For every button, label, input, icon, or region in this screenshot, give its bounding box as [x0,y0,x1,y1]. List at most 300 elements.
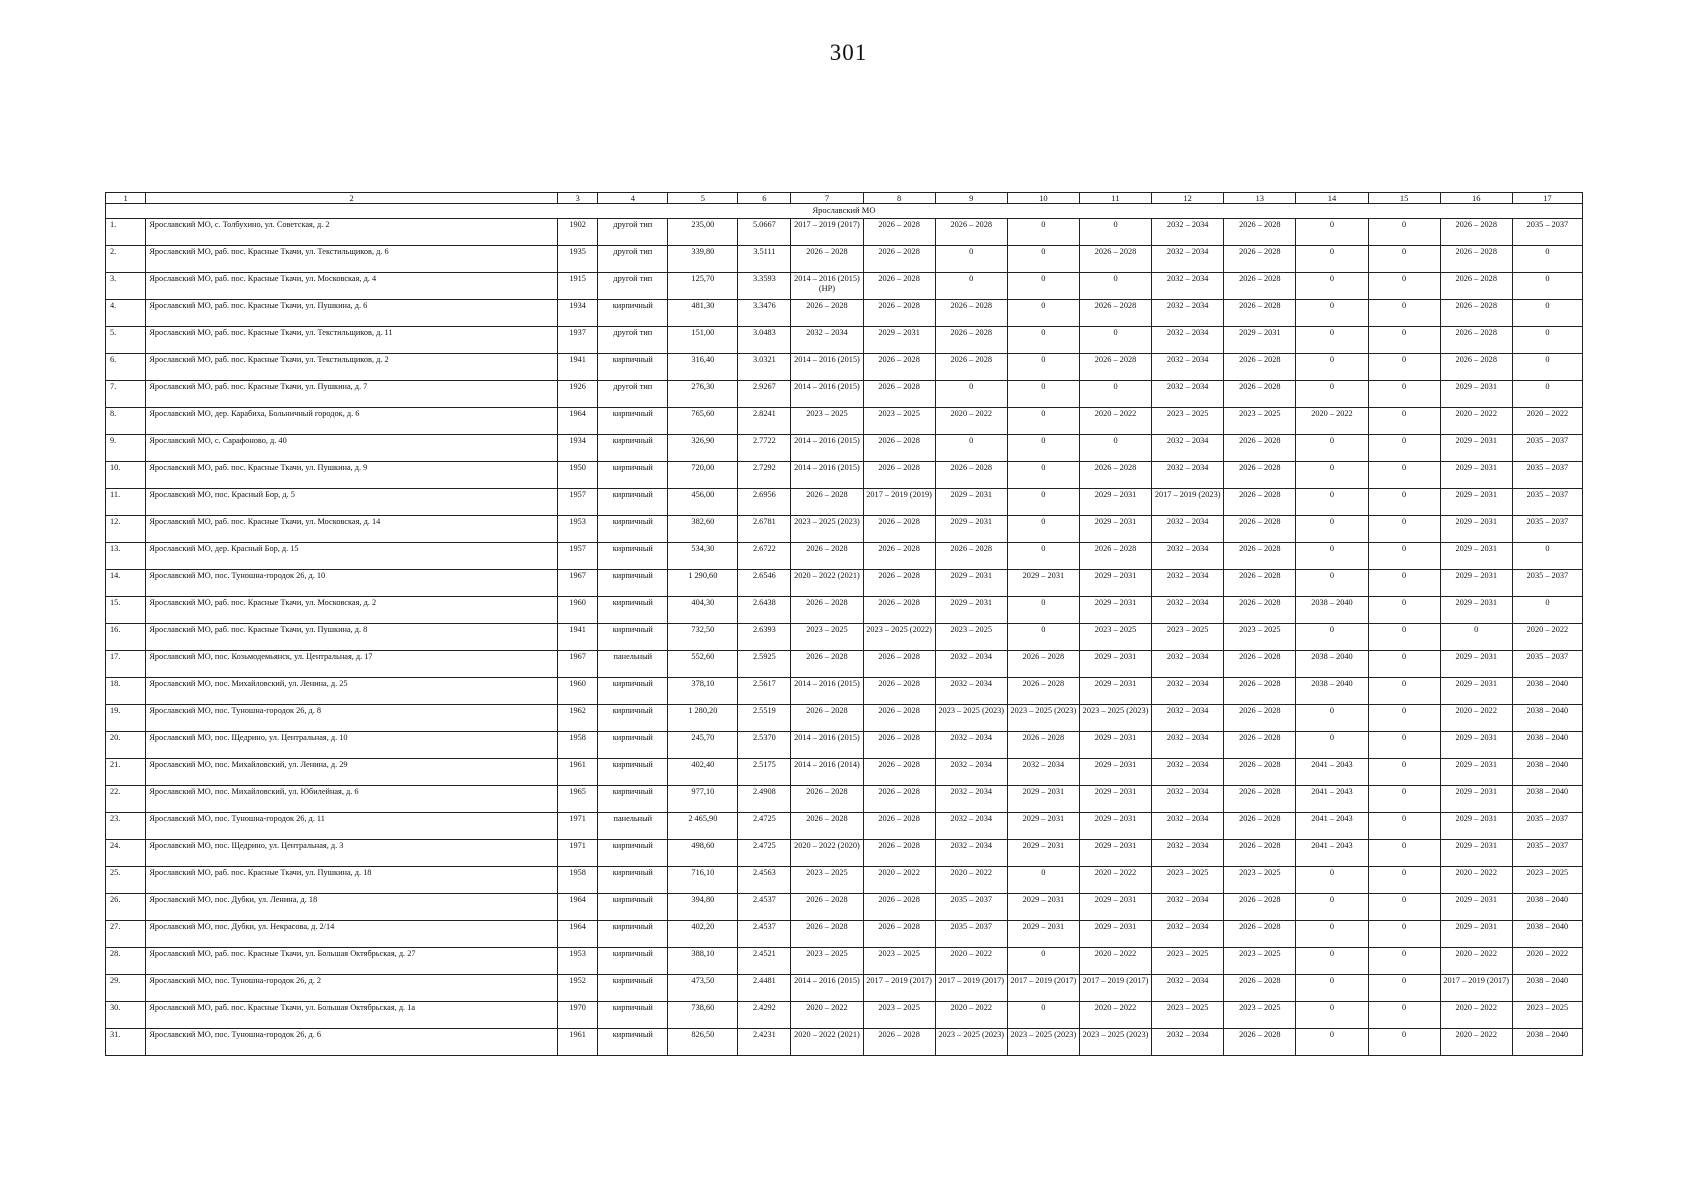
table-cell: 5.0667 [738,219,791,246]
table-cell: 2.4725 [738,813,791,840]
table-row [106,354,1583,381]
table-cell: другой тип [598,273,668,300]
table-cell: 2026 – 2028 [791,705,863,732]
table-cell: 2026 – 2028 [1224,921,1296,948]
table-cell: 2020 – 2022 [1440,948,1512,975]
table-cell: 2.5617 [738,678,791,705]
table-row [106,840,1583,867]
table-cell: 1960 [558,678,598,705]
row-number-cell: 24. [106,840,146,867]
table-cell: 2020 – 2022 (2021) [791,1029,863,1056]
table-cell: 0 [1512,246,1582,273]
table-cell: 2029 – 2031 [863,327,935,354]
address-cell: Ярославский МО, раб. пос. Красные Ткачи, ул. Пушкина, д. 8 [146,624,558,651]
table-cell: 394,80 [668,894,738,921]
row-number-cell: 23. [106,813,146,840]
table-row [106,543,1583,570]
table-cell: 2026 – 2028 [1224,381,1296,408]
table-cell: 2026 – 2028 [1224,462,1296,489]
table-cell: 0 [935,246,1007,273]
table-cell: 2026 – 2028 [1224,840,1296,867]
table-cell: 2026 – 2028 [1224,894,1296,921]
table-cell: 2023 – 2025 [1224,1002,1296,1029]
table-cell: 2023 – 2025 [1152,624,1224,651]
table-cell: 2026 – 2028 [1224,543,1296,570]
table-cell: 245,70 [668,732,738,759]
table-cell: 0 [1368,327,1440,354]
address-cell: Ярославский МО, раб. пос. Красные Ткачи, ул. Большая Октябрьская, д. 27 [146,948,558,975]
table-cell: 2035 – 2037 [1512,435,1582,462]
table-cell: 2029 – 2031 [1079,786,1151,813]
table-cell: 2026 – 2028 [935,543,1007,570]
row-number-cell: 8. [106,408,146,435]
table-cell: 0 [1368,921,1440,948]
table-cell: 2017 – 2019 (2017) [935,975,1007,1002]
table-cell: 1934 [558,300,598,327]
address-cell: Ярославский МО, с. Толбухино, ул. Советская, д. 2 [146,219,558,246]
table-cell: 2029 – 2031 [1440,381,1512,408]
table-cell: 0 [1007,489,1079,516]
repair-schedule-table-wrapper [105,192,1583,1056]
table-cell: 0 [1007,948,1079,975]
table-cell: кирпичный [598,975,668,1002]
table-cell: 0 [1007,1002,1079,1029]
table-cell: 2026 – 2028 [791,921,863,948]
table-cell: 0 [1007,624,1079,651]
table-cell: 378,10 [668,678,738,705]
table-cell: 2026 – 2028 [863,246,935,273]
table-cell: 2038 – 2040 [1512,975,1582,1002]
table-row [106,678,1583,705]
table-cell: 2014 – 2016 (2015) [791,354,863,381]
table-cell: панельный [598,813,668,840]
table-cell: 2023 – 2025 (2023) [791,516,863,543]
table-cell: 0 [935,435,1007,462]
table-cell: 2026 – 2028 [863,381,935,408]
table-cell: кирпичный [598,570,668,597]
table-row [106,1002,1583,1029]
table-cell: 2038 – 2040 [1296,651,1368,678]
table-cell: 2.4537 [738,921,791,948]
table-cell: 0 [1296,867,1368,894]
table-row [106,381,1583,408]
column-number-cell: 12 [1152,193,1224,204]
address-cell: Ярославский МО, раб. пос. Красные Ткачи, ул. Пушкина, д. 18 [146,867,558,894]
table-cell: 2032 – 2034 [1152,381,1224,408]
table-cell: 0 [1007,408,1079,435]
table-cell: 2.4521 [738,948,791,975]
table-cell: 2038 – 2040 [1512,1029,1582,1056]
column-number-row [106,193,1583,204]
table-cell: 1964 [558,894,598,921]
table-cell: 2029 – 2031 [1079,489,1151,516]
table-cell: 2014 – 2016 (2014) [791,759,863,786]
table-cell: 2020 – 2022 [863,867,935,894]
address-cell: Ярославский МО, дер. Карабиха, Больничный городок, д. 6 [146,408,558,435]
table-cell: 0 [1296,327,1368,354]
table-cell: 2017 – 2019 (2017) [1440,975,1512,1002]
table-cell: 0 [1512,597,1582,624]
table-cell: 2023 – 2025 [1152,408,1224,435]
table-cell: 2038 – 2040 [1296,678,1368,705]
table-cell: 2026 – 2028 [935,300,1007,327]
table-cell: 2020 – 2022 [1079,867,1151,894]
address-cell: Ярославский МО, раб. пос. Красные Ткачи, ул. Текстильщиков, д. 6 [146,246,558,273]
table-cell: 2029 – 2031 [1079,732,1151,759]
table-cell: 2026 – 2028 [1440,219,1512,246]
table-cell: 1950 [558,462,598,489]
table-cell: 3.0483 [738,327,791,354]
table-row [106,921,1583,948]
address-cell: Ярославский МО, пос. Туношна-городок 26, д. 8 [146,705,558,732]
table-row [106,300,1583,327]
table-cell: 2026 – 2028 [1007,651,1079,678]
table-cell: 2026 – 2028 [935,327,1007,354]
table-cell: кирпичный [598,489,668,516]
row-number-cell: 21. [106,759,146,786]
table-row [106,948,1583,975]
table-cell: 2.5370 [738,732,791,759]
table-row [106,732,1583,759]
table-cell: 2026 – 2028 [863,894,935,921]
table-cell: 0 [1007,597,1079,624]
table-cell: 2026 – 2028 [1224,651,1296,678]
table-cell: 2020 – 2022 [1512,624,1582,651]
table-cell: 2032 – 2034 [1152,813,1224,840]
table-cell: 2032 – 2034 [1152,543,1224,570]
table-cell: 1957 [558,543,598,570]
table-cell: 2020 – 2022 (2021) [791,570,863,597]
table-cell: 1934 [558,435,598,462]
address-cell: Ярославский МО, пос. Михайловский, ул. Ленина, д. 29 [146,759,558,786]
table-cell: 2014 – 2016 (2015) [791,678,863,705]
table-cell: 2023 – 2025 (2023) [935,1029,1007,1056]
table-cell: 2032 – 2034 [1152,327,1224,354]
table-cell: 2026 – 2028 [863,570,935,597]
table-cell: 2020 – 2022 [1440,705,1512,732]
column-number-cell: 16 [1440,193,1512,204]
table-cell: 2026 – 2028 [791,246,863,273]
row-number-cell: 11. [106,489,146,516]
table-cell: 2038 – 2040 [1512,786,1582,813]
table-cell: 0 [1296,975,1368,1002]
table-cell: 0 [1368,975,1440,1002]
table-cell: 2014 – 2016 (2015) [791,975,863,1002]
column-number-cell: 11 [1079,193,1151,204]
address-cell: Ярославский МО, с. Сарафоново, д. 40 [146,435,558,462]
table-cell: 2026 – 2028 [791,597,863,624]
table-cell: 2023 – 2025 [1152,948,1224,975]
table-cell: 2029 – 2031 [935,570,1007,597]
table-cell: 2029 – 2031 [935,489,1007,516]
table-row [106,867,1583,894]
table-cell: 0 [1368,408,1440,435]
table-cell: 2026 – 2028 [1079,462,1151,489]
table-cell: 0 [1079,327,1151,354]
table-cell: 2.4481 [738,975,791,1002]
table-cell: 0 [1368,948,1440,975]
table-cell: 0 [1368,246,1440,273]
table-cell: 2029 – 2031 [1079,678,1151,705]
table-cell: 2029 – 2031 [1007,894,1079,921]
table-cell: 2.6546 [738,570,791,597]
table-row [106,705,1583,732]
table-cell: 720,00 [668,462,738,489]
address-cell: Ярославский МО, пос. Дубки, ул. Некрасова, д. 2/14 [146,921,558,948]
table-cell: 3.5111 [738,246,791,273]
table-cell: 2023 – 2025 (2023) [1079,705,1151,732]
table-cell: 1953 [558,516,598,543]
table-cell: 2026 – 2028 [1224,435,1296,462]
column-number-cell: 17 [1512,193,1582,204]
table-cell: 2032 – 2034 [1152,921,1224,948]
table-cell: 2026 – 2028 [863,759,935,786]
table-cell: 0 [1368,462,1440,489]
table-cell: 2020 – 2022 [1079,1002,1151,1029]
table-cell: 2026 – 2028 [1224,354,1296,381]
table-cell: 0 [935,381,1007,408]
table-cell: 2023 – 2025 [1224,948,1296,975]
table-cell: 0 [1368,597,1440,624]
table-cell: 0 [1368,435,1440,462]
table-cell: 1965 [558,786,598,813]
table-cell: 0 [1007,543,1079,570]
table-cell: 2023 – 2025 (2022) [863,624,935,651]
table-cell: 1961 [558,759,598,786]
table-cell: 2026 – 2028 [1079,246,1151,273]
table-cell: 0 [1007,435,1079,462]
table-cell: 0 [1296,381,1368,408]
table-cell: 1935 [558,246,598,273]
table-cell: 2026 – 2028 [863,435,935,462]
row-number-cell: 22. [106,786,146,813]
table-cell: 2038 – 2040 [1512,921,1582,948]
address-cell: Ярославский МО, раб. пос. Красные Ткачи, ул. Московская, д. 4 [146,273,558,300]
table-cell: 1941 [558,354,598,381]
table-cell: кирпичный [598,1029,668,1056]
table-cell: 0 [1368,732,1440,759]
table-row [106,462,1583,489]
table-cell: 2.5519 [738,705,791,732]
table-cell: 2 465,90 [668,813,738,840]
table-cell: 0 [1296,219,1368,246]
table-cell: 2.9267 [738,381,791,408]
column-number-cell: 15 [1368,193,1440,204]
table-cell: 765,60 [668,408,738,435]
address-cell: Ярославский МО, раб. пос. Красные Ткачи, ул. Московская, д. 2 [146,597,558,624]
table-cell: 0 [1296,435,1368,462]
table-cell: 2026 – 2028 [1224,786,1296,813]
table-cell: 2032 – 2034 [935,840,1007,867]
table-cell: 2041 – 2043 [1296,759,1368,786]
table-cell: 276,30 [668,381,738,408]
table-row [106,597,1583,624]
table-cell: 0 [1368,786,1440,813]
table-cell: 2026 – 2028 [863,651,935,678]
table-cell: 2029 – 2031 [1079,921,1151,948]
table-cell: другой тип [598,219,668,246]
table-cell: кирпичный [598,462,668,489]
table-cell: 2029 – 2031 [935,597,1007,624]
address-cell: Ярославский МО, пос. Туношна-городок 26, д. 2 [146,975,558,1002]
table-cell: 2041 – 2043 [1296,813,1368,840]
row-number-cell: 26. [106,894,146,921]
table-cell: 1970 [558,1002,598,1029]
table-cell: 2032 – 2034 [1152,975,1224,1002]
page-number: 301 [829,40,868,65]
address-cell: Ярославский МО, пос. Михайловский, ул. Юбилейная, д. 6 [146,786,558,813]
row-number-cell: 6. [106,354,146,381]
table-cell: 1952 [558,975,598,1002]
table-cell: 2.7722 [738,435,791,462]
table-cell: 2014 – 2016 (2015) (НР) [791,273,863,300]
table-cell: 3.3593 [738,273,791,300]
table-cell: 2026 – 2028 [1079,354,1151,381]
table-cell: 3.0321 [738,354,791,381]
table-cell: 0 [1368,624,1440,651]
column-number-cell: 14 [1296,193,1368,204]
address-cell: Ярославский МО, пос. Туношна-городок 26, д. 11 [146,813,558,840]
table-cell: 2029 – 2031 [1079,570,1151,597]
table-cell: 0 [1079,219,1151,246]
column-number-cell: 7 [791,193,863,204]
table-cell: 2026 – 2028 [1440,273,1512,300]
table-cell: 2026 – 2028 [1440,354,1512,381]
address-cell: Ярославский МО, раб. пос. Красные Ткачи, ул. Московская, д. 14 [146,516,558,543]
column-number-cell: 1 [106,193,146,204]
table-cell: 2026 – 2028 [863,1029,935,1056]
table-cell: 2023 – 2025 [863,948,935,975]
table-cell: 2026 – 2028 [1224,759,1296,786]
table-cell: 125,70 [668,273,738,300]
table-cell: 2026 – 2028 [1440,327,1512,354]
table-cell: 2017 – 2019 (2017) [1079,975,1151,1002]
table-cell: 2029 – 2031 [1007,813,1079,840]
repair-schedule-table [105,192,1583,1056]
table-cell: 2032 – 2034 [1152,732,1224,759]
table-cell: 2032 – 2034 [1152,354,1224,381]
table-cell: 2029 – 2031 [1440,462,1512,489]
table-cell: 2038 – 2040 [1512,894,1582,921]
table-row [106,894,1583,921]
column-number-cell: 3 [558,193,598,204]
table-cell: 456,00 [668,489,738,516]
table-cell: 1915 [558,273,598,300]
table-cell: 2029 – 2031 [1440,894,1512,921]
table-cell: 1958 [558,867,598,894]
table-cell: кирпичный [598,354,668,381]
table-cell: 0 [1368,273,1440,300]
table-cell: 0 [1296,732,1368,759]
table-cell: 2026 – 2028 [863,813,935,840]
table-cell: 2032 – 2034 [1152,435,1224,462]
table-cell: 2032 – 2034 [1152,300,1224,327]
table-cell: 0 [1296,921,1368,948]
table-cell: 2.4908 [738,786,791,813]
table-cell: 732,50 [668,624,738,651]
table-cell: кирпичный [598,921,668,948]
table-cell: 2032 – 2034 [1152,786,1224,813]
table-cell: 0 [1368,678,1440,705]
table-cell: 0 [1007,516,1079,543]
table-cell: 2029 – 2031 [1440,516,1512,543]
table-cell: 2020 – 2022 [1440,1029,1512,1056]
table-cell: 2.6781 [738,516,791,543]
table-cell: кирпичный [598,759,668,786]
table-row [106,624,1583,651]
table-cell: 2029 – 2031 [1079,597,1151,624]
table-cell: 2023 – 2025 [1224,408,1296,435]
table-cell: 1937 [558,327,598,354]
table-cell: 473,50 [668,975,738,1002]
table-cell: 2026 – 2028 [1224,489,1296,516]
table-cell: 2017 – 2019 (2019) [863,489,935,516]
table-cell: 2026 – 2028 [1079,300,1151,327]
table-cell: 2032 – 2034 [935,732,1007,759]
table-cell: 2029 – 2031 [1007,921,1079,948]
table-cell: кирпичный [598,516,668,543]
table-cell: 2029 – 2031 [1440,759,1512,786]
table-row [106,408,1583,435]
address-cell: Ярославский МО, пос. Михайловский, ул. Ленина, д. 25 [146,678,558,705]
table-cell: 2029 – 2031 [1079,759,1151,786]
table-cell: 1964 [558,921,598,948]
table-row [106,570,1583,597]
table-cell: 0 [1368,354,1440,381]
table-row [106,1029,1583,1056]
table-cell: 2026 – 2028 [863,273,935,300]
table-cell: 0 [935,273,1007,300]
table-cell: 2014 – 2016 (2015) [791,381,863,408]
row-number-cell: 5. [106,327,146,354]
table-cell: 2032 – 2034 [1152,462,1224,489]
table-cell: 2035 – 2037 [1512,462,1582,489]
table-cell: 339,80 [668,246,738,273]
table-cell: 1953 [558,948,598,975]
table-cell: 1941 [558,624,598,651]
table-cell: 0 [1296,462,1368,489]
table-cell: 2029 – 2031 [1079,813,1151,840]
table-cell: 2038 – 2040 [1296,597,1368,624]
table-cell: 1 290,60 [668,570,738,597]
table-cell: 0 [1007,300,1079,327]
table-cell: 2029 – 2031 [1079,894,1151,921]
table-cell: 0 [1296,894,1368,921]
table-cell: 2041 – 2043 [1296,786,1368,813]
column-number-cell: 8 [863,193,935,204]
table-cell: 2032 – 2034 [1007,759,1079,786]
table-cell: 0 [1296,948,1368,975]
table-cell: 2017 – 2019 (2017) [791,219,863,246]
table-cell: 2026 – 2028 [1224,732,1296,759]
table-row [106,813,1583,840]
table-cell: кирпичный [598,867,668,894]
table-cell: 2029 – 2031 [1440,570,1512,597]
table-cell: 0 [1368,705,1440,732]
table-cell: 402,40 [668,759,738,786]
section-row [106,204,1583,219]
table-cell: 2026 – 2028 [935,219,1007,246]
table-cell: кирпичный [598,678,668,705]
table-cell: 0 [1368,570,1440,597]
table-cell: 2023 – 2025 (2023) [1007,1029,1079,1056]
table-cell: 2035 – 2037 [935,894,1007,921]
table-cell: 0 [1007,219,1079,246]
table-cell: 716,10 [668,867,738,894]
table-cell: 0 [1368,651,1440,678]
table-cell: 2035 – 2037 [1512,651,1582,678]
address-cell: Ярославский МО, пос. Дубки, ул. Ленина, д. 18 [146,894,558,921]
